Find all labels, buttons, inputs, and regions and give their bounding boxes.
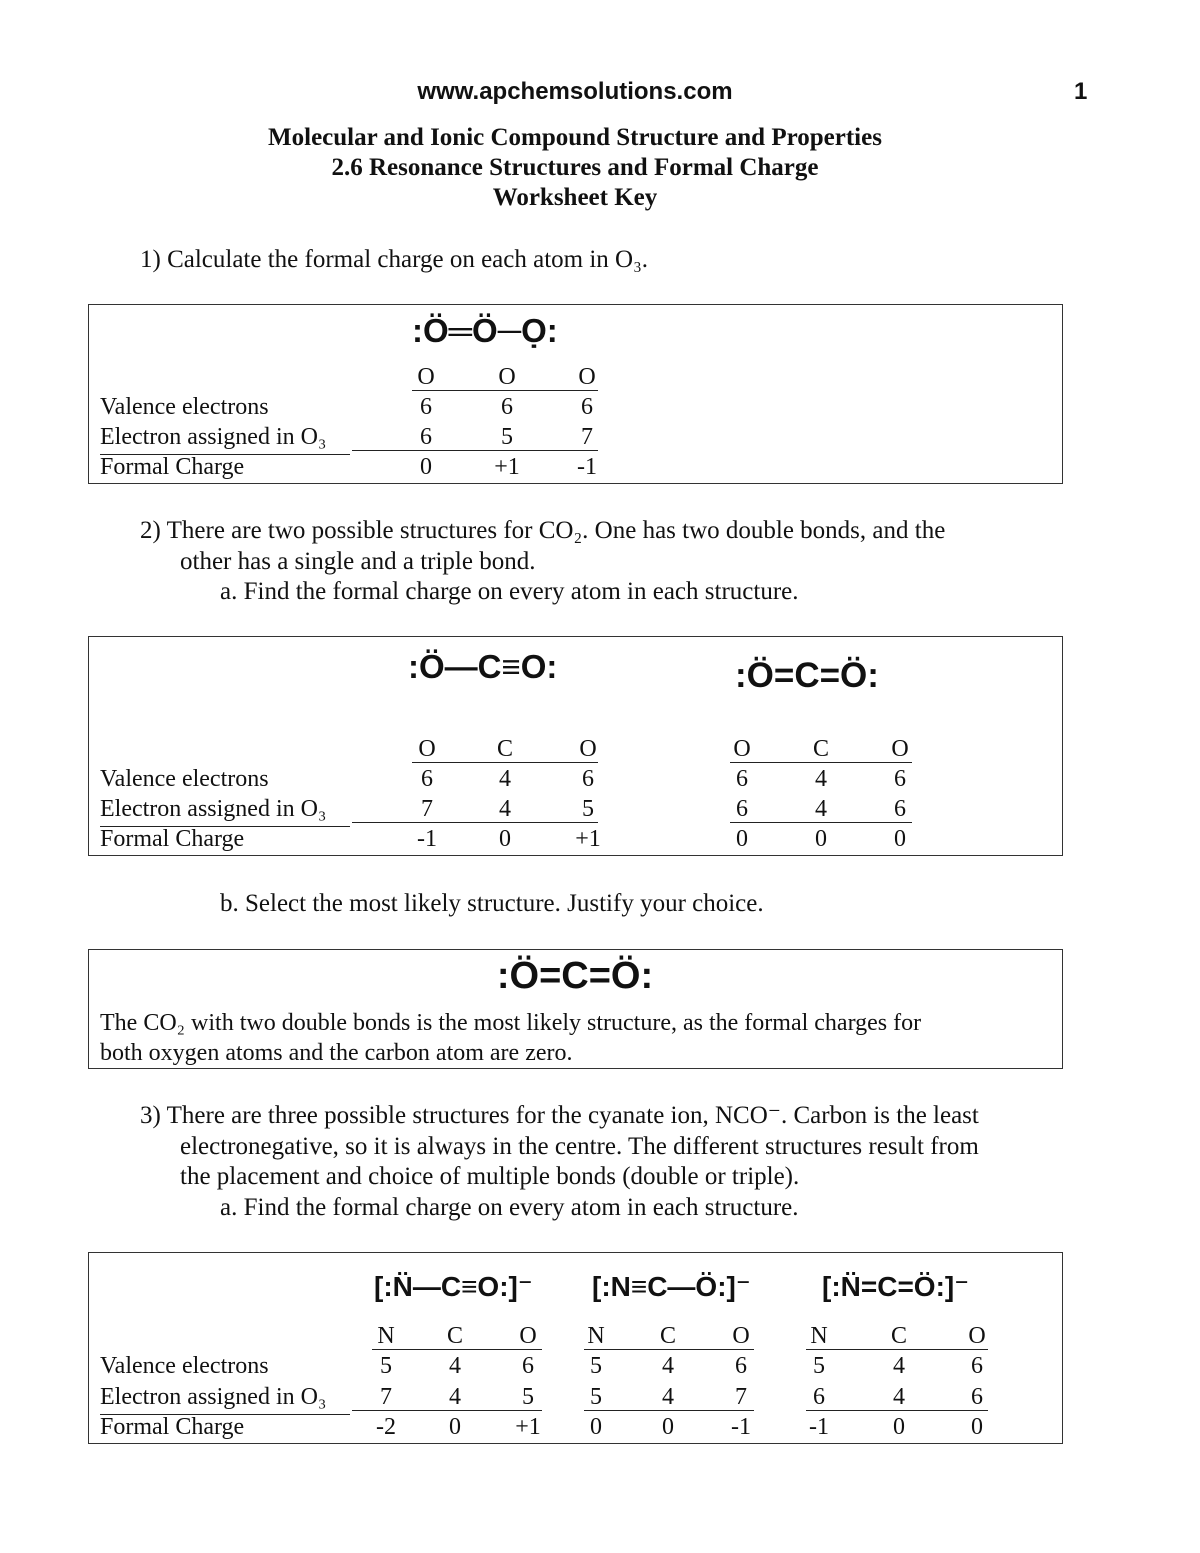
row-label: Electron assigned in O₃ [100,424,327,450]
assigned-value: 7 [421,796,433,822]
valence-value: 6 [581,394,593,420]
page-number: 1 [1074,78,1088,105]
assigned-value: 6 [813,1384,825,1410]
row-label: Electron assigned in O₃ [100,1384,327,1410]
row-label: Valence electrons [100,394,269,420]
title-line-2: 2.6 Resonance Structures and Formal Charge [331,154,819,181]
column-header: O [891,736,909,762]
assigned-value: 6 [420,424,432,450]
formal-charge-value: 0 [736,826,748,852]
column-header: O [578,364,596,390]
column-header: O [519,1323,537,1349]
column-header: O [732,1323,750,1349]
valence-value: 6 [501,394,513,420]
question-2-part-b: b. Select the most likely structure. Justify your choice. [220,890,764,917]
table-rule [352,1410,542,1411]
column-header: O [579,736,597,762]
question-3-text-line-3: the placement and choice of multiple bonds (double or triple). [180,1163,800,1190]
formal-charge-value: 0 [971,1414,983,1440]
q1-ozone-lewis-structure: :Ö═Ö─Ọ: [412,312,558,349]
valence-value: 4 [449,1353,461,1379]
formal-charge-value: -1 [809,1414,829,1440]
title-line-1: Molecular and Ionic Compound Structure and Properties [268,124,882,151]
formal-charge-value: 0 [449,1414,461,1440]
formal-charge-value: 0 [894,826,906,852]
q2-co2-double-double-structure: :Ö=C=Ö: [735,656,879,695]
assigned-value: 6 [971,1384,983,1410]
valence-value: 6 [420,394,432,420]
formal-charge-value: +1 [494,454,520,480]
formal-charge-value: 0 [662,1414,674,1440]
table-rule [352,822,598,823]
q3-cyanate-structure-3: [:N̈=C=Ö:]⁻ [822,1271,969,1302]
formal-charge-value: +1 [515,1414,541,1440]
formal-charge-value: 0 [893,1414,905,1440]
assigned-value: 4 [662,1384,674,1410]
valence-value: 4 [893,1353,905,1379]
valence-value: 5 [813,1353,825,1379]
valence-value: 4 [815,766,827,792]
formal-charge-value: -1 [731,1414,751,1440]
valence-value: 6 [736,766,748,792]
column-header: O [968,1323,986,1349]
valence-value: 5 [590,1353,602,1379]
column-header: C [496,736,513,762]
assigned-value: 5 [590,1384,602,1410]
question-2-text-line-2: other has a single and a triple bond. [180,548,536,575]
q2b-answer-line-2: both oxygen atoms and the carbon atom are zero. [100,1040,573,1066]
table-rule [730,762,912,763]
row-label: Valence electrons [100,766,269,792]
assigned-value: 5 [501,424,513,450]
table-rule [352,450,598,451]
formal-charge-value: 0 [499,826,511,852]
question-1-text: 1) Calculate the formal charge on each atom in O₃. [140,246,649,273]
column-header: N [587,1323,605,1349]
valence-value: 5 [380,1353,392,1379]
formal-charge-value: -1 [417,826,437,852]
column-header: C [890,1323,907,1349]
column-header: C [812,736,829,762]
assigned-value: 5 [582,796,594,822]
table-rule [412,762,598,763]
row-label: Formal Charge [100,826,245,852]
table-rule [730,822,912,823]
q3-cyanate-structure-2: [:N≡C—Ö:]⁻ [592,1271,751,1302]
label-underline [100,454,350,455]
q2b-chosen-structure: :Ö=C=Ö: [496,955,654,997]
question-2-text-line-1: 2) There are two possible structures for CO₂. One has two double bonds, and the [140,517,946,544]
column-header: C [446,1323,463,1349]
label-underline [100,826,350,827]
question-3-text-line-1: 3) There are three possible structures for the cyanate ion, NCO⁻. Carbon is the least [140,1102,979,1129]
assigned-value: 4 [815,796,827,822]
assigned-value: 7 [735,1384,747,1410]
assigned-value: 7 [581,424,593,450]
assigned-value: 4 [499,796,511,822]
table-rule [584,1349,754,1350]
question-3-text-line-2: electronegative, so it is always in the centre. The different structures result from [180,1133,979,1160]
valence-value: 6 [421,766,433,792]
q3-cyanate-structure-1: [:N̈—C≡O:]⁻ [374,1271,533,1302]
assigned-value: 7 [380,1384,392,1410]
assigned-value: 4 [893,1384,905,1410]
formal-charge-value: 0 [590,1414,602,1440]
valence-value: 6 [735,1353,747,1379]
label-underline [100,1414,350,1415]
assigned-value: 5 [522,1384,534,1410]
formal-charge-value: 0 [420,454,432,480]
table-rule [372,1349,542,1350]
valence-value: 6 [971,1353,983,1379]
column-header: O [498,364,516,390]
column-header: O [417,364,435,390]
column-header: N [377,1323,395,1349]
formal-charge-value: 0 [815,826,827,852]
valence-value: 6 [522,1353,534,1379]
row-label: Formal Charge [100,1414,245,1440]
row-label: Valence electrons [100,1353,269,1379]
table-rule [412,390,598,391]
column-header: C [659,1323,676,1349]
table-rule [806,1349,988,1350]
q2b-answer-line-1: The CO₂ with two double bonds is the most likely structure, as the formal charges for [100,1010,922,1036]
formal-charge-value: -1 [577,454,597,480]
question-2-part-a: a. Find the formal charge on every atom in each structure. [220,578,799,605]
row-label: Electron assigned in O₃ [100,796,327,822]
formal-charge-value: +1 [575,826,601,852]
formal-charge-value: -2 [376,1414,396,1440]
valence-value: 4 [499,766,511,792]
valence-value: 4 [662,1353,674,1379]
table-rule [806,1410,988,1411]
column-header: O [418,736,436,762]
valence-value: 6 [894,766,906,792]
site-url: www.apchemsolutions.com [417,78,733,105]
assigned-value: 6 [736,796,748,822]
question-3-part-a: a. Find the formal charge on every atom in each structure. [220,1194,799,1221]
row-label: Formal Charge [100,454,245,480]
assigned-value: 6 [894,796,906,822]
column-header: N [810,1323,828,1349]
title-line-3: Worksheet Key [492,184,658,211]
q2-co2-single-triple-structure: :Ö—C≡O: [408,648,558,685]
assigned-value: 4 [449,1384,461,1410]
table-rule [584,1410,754,1411]
valence-value: 6 [582,766,594,792]
column-header: O [733,736,751,762]
